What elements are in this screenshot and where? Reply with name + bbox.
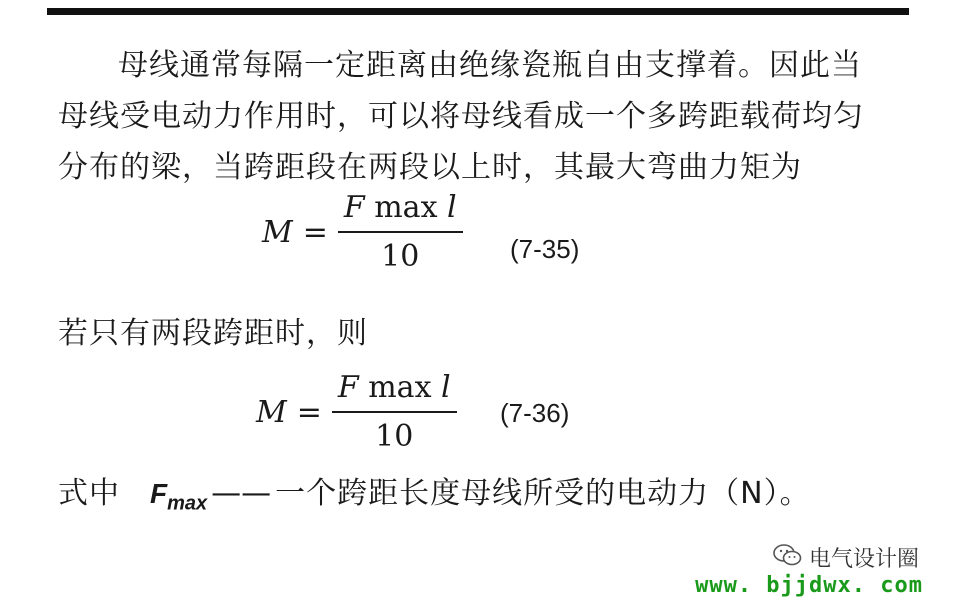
fraction-numerator xyxy=(338,190,463,231)
fraction-denominator: 10 xyxy=(381,239,420,274)
equals-sign: = xyxy=(296,394,322,430)
middle-text: 若只有两段跨距时，则 xyxy=(58,316,368,351)
definition-dash: —— xyxy=(211,476,272,511)
numerator-F: F xyxy=(337,370,359,405)
definition-text: 一个跨距长度母线所受的电动力（N）。 xyxy=(275,476,811,511)
paragraph-line-3: 分布的梁，当跨距段在两段以上时，其最大弯曲力矩为 xyxy=(58,150,802,185)
formula-7-36 xyxy=(256,370,457,454)
top-rule xyxy=(47,8,909,15)
formula-7-35 xyxy=(262,190,463,274)
numerator-l: l xyxy=(447,190,457,225)
intro-paragraph xyxy=(58,40,918,193)
definition-line xyxy=(58,468,811,516)
numerator-F: F xyxy=(343,190,365,225)
numerator-max: max xyxy=(368,370,432,405)
wechat-icon xyxy=(773,543,809,573)
symbol-subscript: max xyxy=(167,492,208,515)
fraction-denominator: 10 xyxy=(375,419,414,454)
watermark-site: www. bjjdwx. com xyxy=(695,573,923,598)
equation-number-7-36: (7-36) xyxy=(500,398,570,428)
watermark xyxy=(695,542,923,598)
fraction-numerator xyxy=(332,370,457,411)
paragraph-line-1: 母线通常每隔一定距离由绝缘瓷瓶自由支撑着。因此当 xyxy=(118,48,862,83)
numerator-l: l xyxy=(441,370,451,405)
watermark-brand-text: 电气设计圈 xyxy=(808,547,919,572)
paragraph-line-2: 母线受电动力作用时，可以将母线看成一个多跨距载荷均匀 xyxy=(58,99,864,134)
watermark-brand xyxy=(695,542,919,573)
fraction xyxy=(332,370,457,454)
definition-label: 式中 xyxy=(58,476,120,511)
equals-sign: = xyxy=(302,214,328,250)
formula-lhs: M xyxy=(256,394,287,430)
formula-lhs: M xyxy=(262,214,293,250)
definition-symbol xyxy=(150,478,207,516)
fraction xyxy=(338,190,463,274)
symbol-F: F xyxy=(150,478,168,509)
numerator-max: max xyxy=(374,190,438,225)
equation-number-7-35: (7-35) xyxy=(510,234,580,264)
